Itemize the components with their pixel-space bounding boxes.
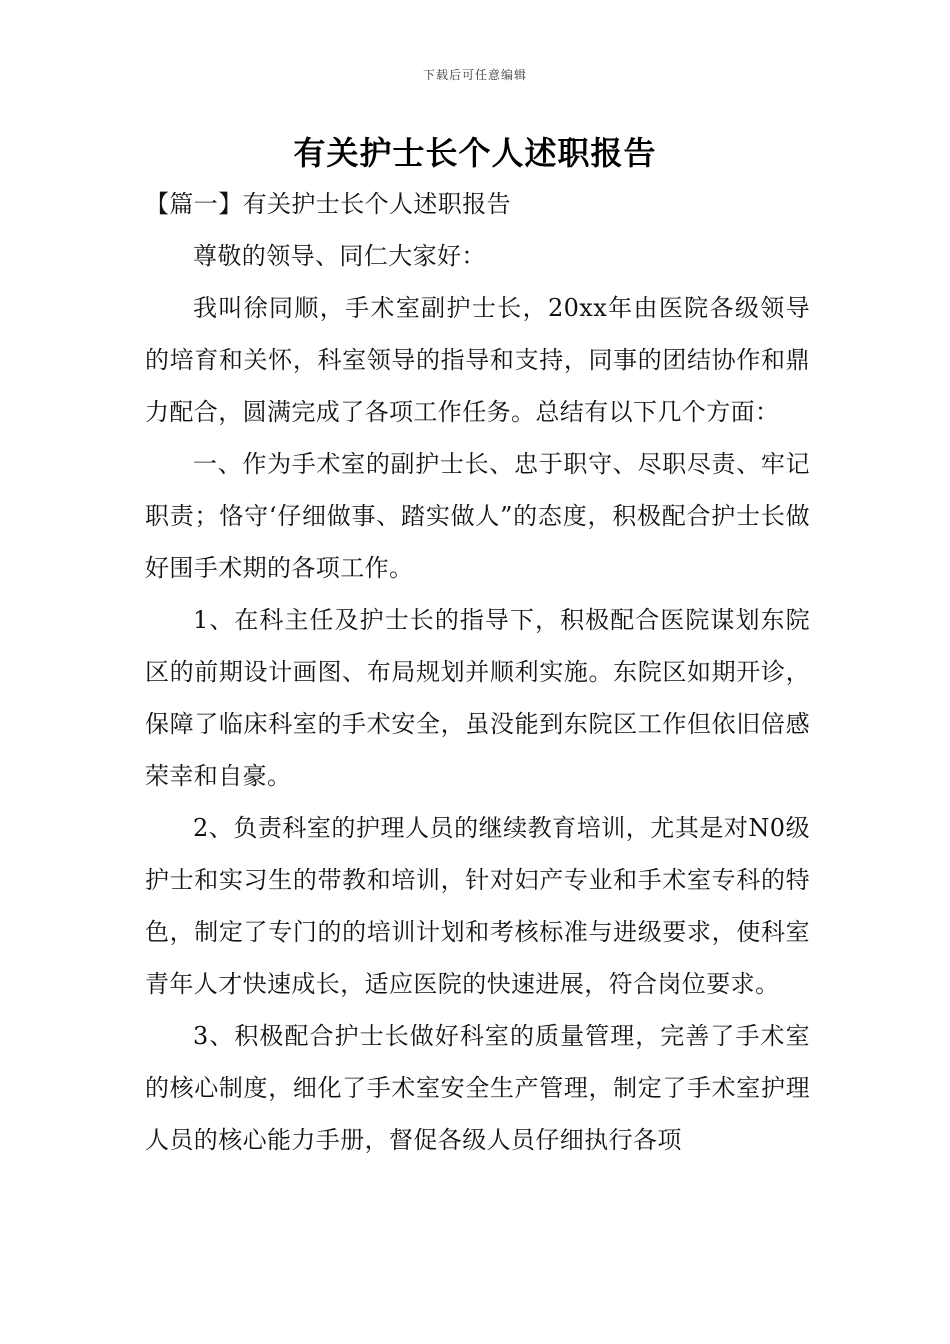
paragraph-point-one: 一、作为手术室的副护士长、忠于职守、尽职尽责、牢记职责；恪守‘仔细做事、踏实做人”的态度，积极配合护士长做好围手术期的各项工作。 [145,450,810,582]
document-body [145,178,810,1166]
paragraph-greeting: 尊敬的领导、同仁大家好： [193,242,486,270]
paragraph-item-3: 3、积极配合护士长做好科室的质量管理，完善了手术室的核心制度，细化了手术室安全生产管理，制定了手术室护理人员的核心能力手册，督促各级人员仔细执行各项 [145,1022,810,1154]
section-heading: 【篇一】有关护士长个人述职报告 [145,190,511,218]
paragraph-intro: 我叫徐同顺，手术室副护士长，20xx年由医院各级领导的培育和关怀，科室领导的指导和支持，同事的团结协作和鼎力配合，圆满完成了各项工作任务。总结有以下几个方面： [145,294,810,426]
header-note: 下载后可任意编辑 [422,68,527,82]
paragraph-item-2: 2、负责科室的护理人员的继续教育培训，尤其是对N0级护士和实习生的带教和培训，针对妇产专业和手术室专科的特色，制定了专门的的培训计划和考核标准与进级要求，使科室青年人才快速成长，适应医院的快速进展，符合岗位要求。 [145,814,810,998]
paragraph-item-1: 1、在科主任及护士长的指导下，积极配合医院谋划东院区的前期设计画图、布局规划并顺利实施。东院区如期开诊，保障了临床科室的手术安全，虽没能到东院区工作但依旧倍感荣幸和自豪。 [145,606,810,790]
document-title: 有关护士长个人述职报告 [293,134,657,172]
